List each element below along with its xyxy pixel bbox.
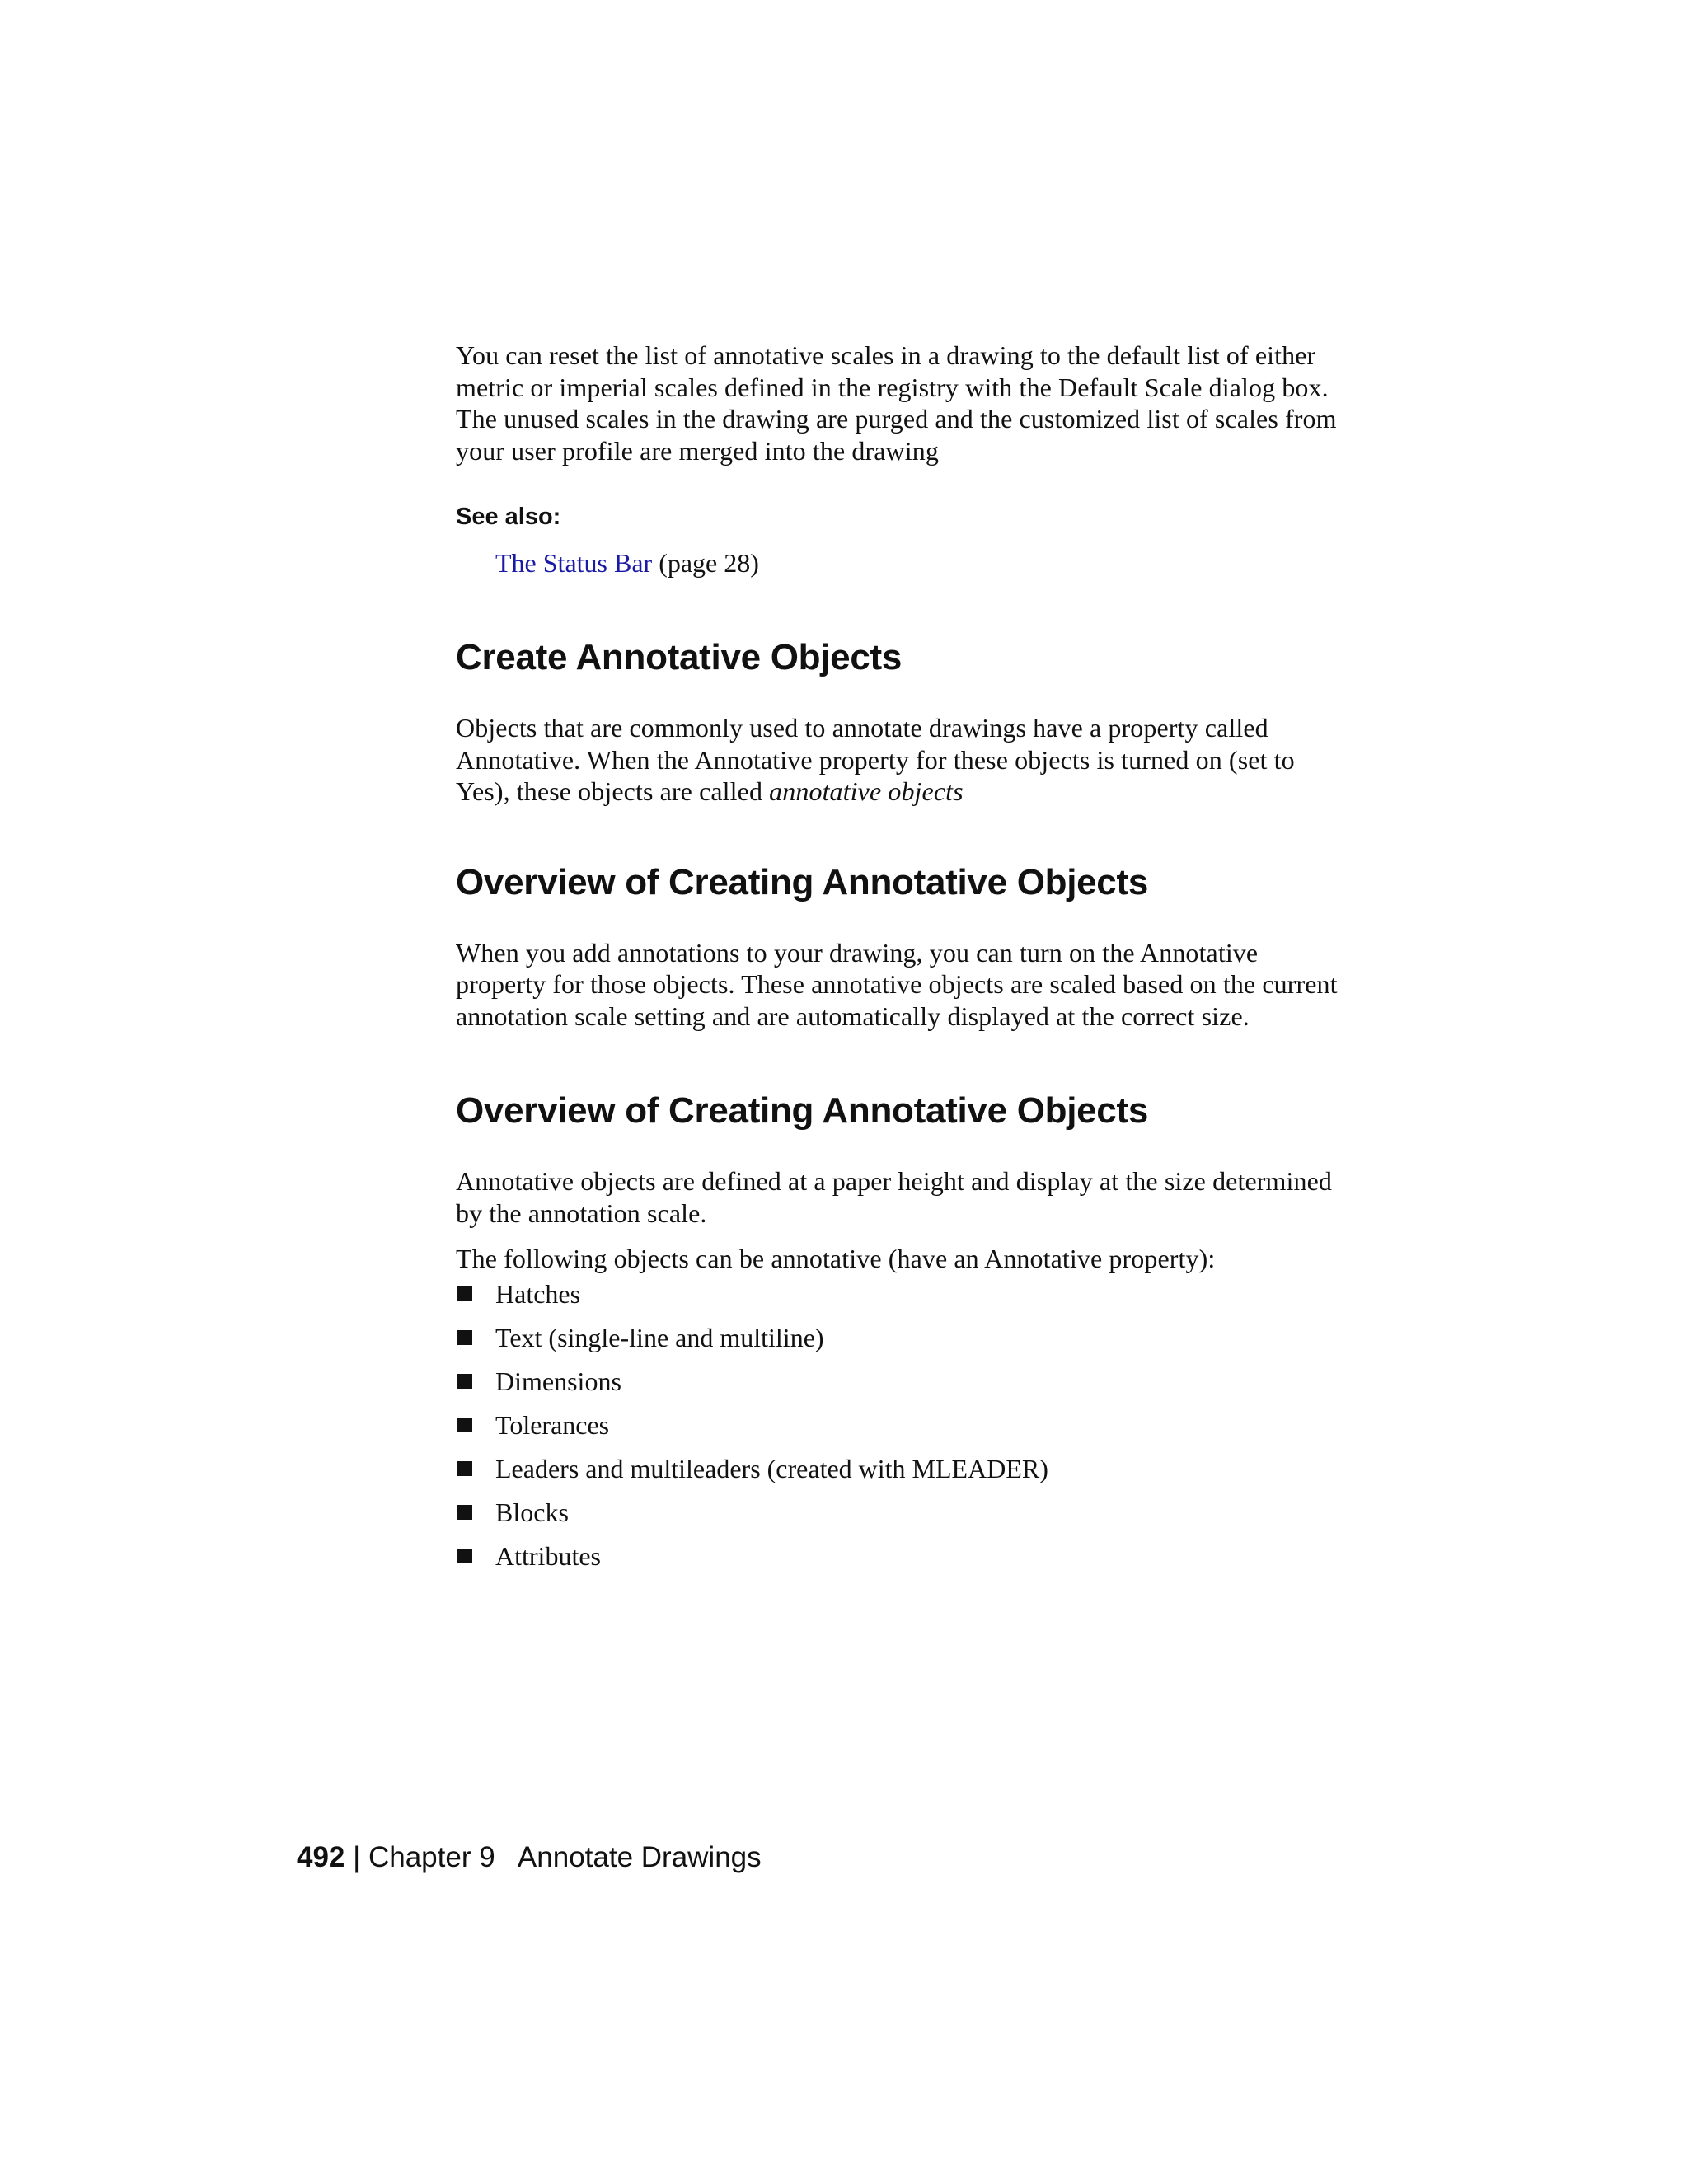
intro-paragraph: You can reset the list of annotative scales in a drawing to the default list of either metric or imperial scales defined in the registry with the Default Scale dialog box. The unused scales in the drawing are purged and the customized list of scales from your user profile are merged into the drawing: [456, 340, 1337, 466]
section1-emphasis: annotative objects: [769, 776, 964, 806]
list-item: Tolerances: [456, 1409, 1346, 1453]
section-heading-overview-1: Overview of Creating Annotative Objects: [456, 861, 1148, 902]
footer-separator: |: [345, 1841, 368, 1873]
section1-paragraph: [456, 712, 1346, 808]
see-also-label: See also:: [456, 504, 561, 530]
bullet-square-icon: [457, 1330, 472, 1345]
bullet-square-icon: [457, 1418, 472, 1432]
bullet-square-icon: [457, 1286, 472, 1301]
see-also-entry: [456, 547, 1346, 579]
list-item: Attributes: [456, 1540, 1346, 1584]
section2-paragraph: When you add annotations to your drawing, you can turn on the Annotative property for those objects. These annotative objects are scaled based on the current annotation scale setting and are automatically displayed at the correct size.: [456, 937, 1338, 1031]
bullet-square-icon: [457, 1505, 472, 1520]
footer-chapter: Chapter 9: [368, 1841, 495, 1873]
list-item: Hatches: [456, 1278, 1346, 1322]
bullet-square-icon: [457, 1374, 472, 1389]
list-item: Text (single-line and multiline): [456, 1322, 1346, 1366]
bullet-square-icon: [457, 1461, 472, 1476]
section-heading-overview-2: Overview of Creating Annotative Objects: [456, 1090, 1148, 1131]
status-bar-link[interactable]: The Status Bar: [495, 548, 653, 578]
bullet-square-icon: [457, 1549, 472, 1563]
page-number: 492: [297, 1841, 345, 1873]
section3-paragraph-1: Annotative objects are defined at a paper height and display at the size determined by the annotation scale.: [456, 1166, 1333, 1228]
list-item: Dimensions: [456, 1366, 1346, 1409]
section3-paragraph-2: The following objects can be annotative (have an Annotative property):: [456, 1244, 1216, 1273]
section1-text: Objects that are commonly used to annotate drawings have a property called Annotative. When the Annotative property for these objects is turned on (set to Yes), these objects are called: [456, 713, 1295, 806]
page-reference: (page 28): [652, 548, 759, 578]
section-heading-create-annotative-objects: Create Annotative Objects: [456, 637, 903, 677]
annotative-objects-list: [456, 1278, 1346, 1584]
footer-chapter-title: Annotate Drawings: [495, 1841, 762, 1873]
page-footer: [297, 1840, 762, 1876]
list-item: Leaders and multileaders (created with MLEADER): [456, 1453, 1346, 1497]
list-item: Blocks: [456, 1497, 1346, 1540]
content-column: [456, 340, 1346, 1584]
